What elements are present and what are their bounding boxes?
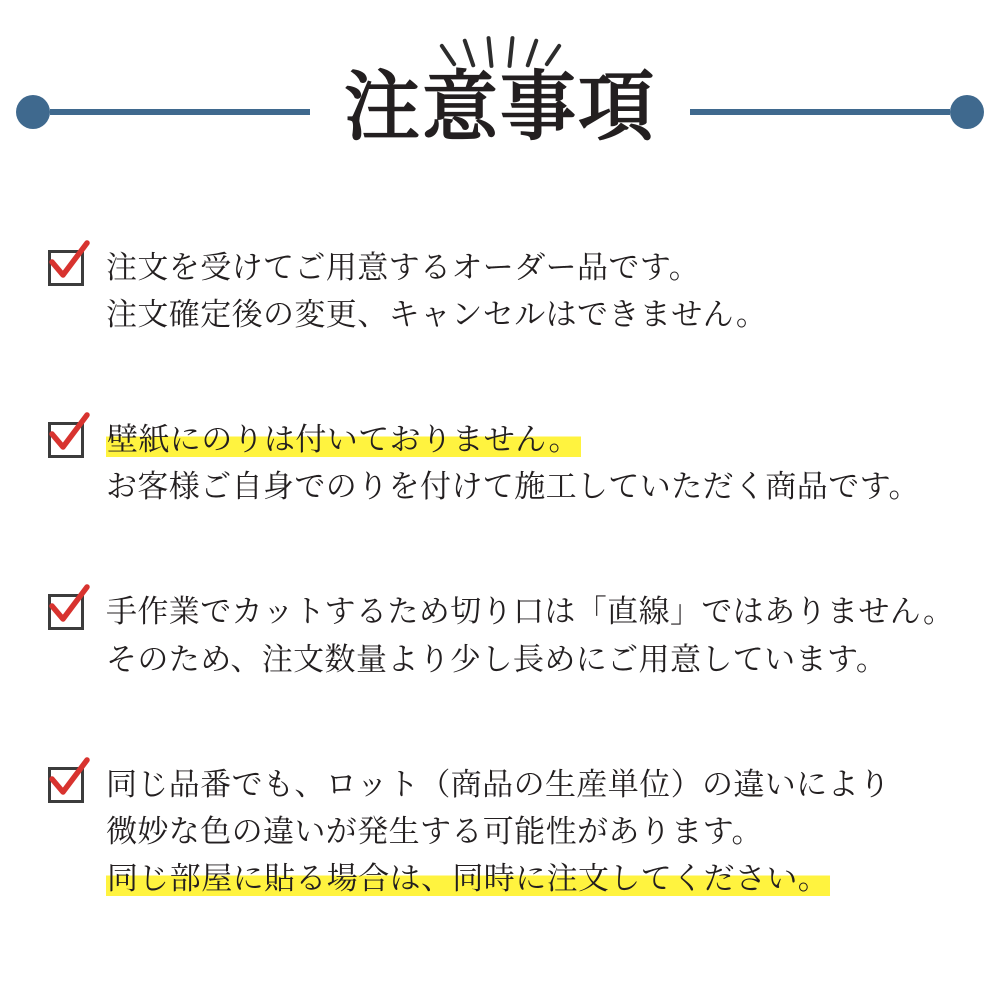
notice-line: [106, 244, 954, 291]
notice-list: [0, 244, 1000, 902]
notice-line: [106, 636, 954, 683]
title-row: [0, 62, 1000, 162]
notice-text: お客様ご自身でのりを付けて施工していただく商品です。: [106, 469, 920, 505]
notice-line: [106, 761, 954, 808]
sparkle-lines-icon: [0, 8, 1000, 68]
highlighted-notice-text: 同じ部屋に貼る場合は、同時に注文してください。: [107, 860, 830, 896]
list-item: [48, 244, 954, 338]
notice-text-block: [106, 416, 954, 510]
checked-checkbox-icon: [48, 594, 84, 630]
horizontal-rule-with-dot-left: [16, 95, 310, 129]
checked-checkbox-icon: [48, 250, 84, 286]
notice-line: [106, 855, 954, 902]
checked-checkbox-icon: [48, 422, 84, 458]
highlighted-notice-text: 壁紙にのりは付いておりません。: [107, 422, 580, 458]
checked-checkbox-icon: [48, 767, 84, 803]
list-item: [48, 416, 954, 510]
divider: [690, 109, 950, 115]
notice-text-block: [106, 244, 954, 338]
notice-line: [106, 416, 954, 463]
notice-text: そのため、注文数量より少し長めにご用意しています。: [106, 641, 888, 677]
notice-text: 微妙な色の違いが発生する可能性があります。: [106, 813, 763, 849]
horizontal-rule-with-dot-right: [690, 95, 984, 129]
notice-text-block: [106, 588, 954, 682]
notice-line: [106, 291, 954, 338]
dot-icon: [16, 95, 50, 129]
notice-text: 注文を受けてご用意するオーダー品です。: [106, 250, 701, 285]
notice-text: 同じ品番でも、ロット（商品の生産単位）の違いにより: [106, 766, 891, 802]
divider: [50, 109, 310, 115]
page-title: 注意事項: [344, 65, 656, 150]
list-item: [48, 588, 954, 682]
list-item: [48, 761, 954, 902]
dot-icon: [950, 95, 984, 129]
notice-text-block: [106, 761, 954, 902]
notice-line: [106, 808, 954, 855]
notice-line: [106, 463, 954, 510]
page-header: [0, 0, 1000, 190]
notice-text: 手作業でカットするため切り口は「直線」ではありません。: [106, 594, 955, 630]
notice-line: [106, 588, 954, 635]
notice-text: 注文確定後の変更、キャンセルはできません。: [106, 297, 768, 333]
